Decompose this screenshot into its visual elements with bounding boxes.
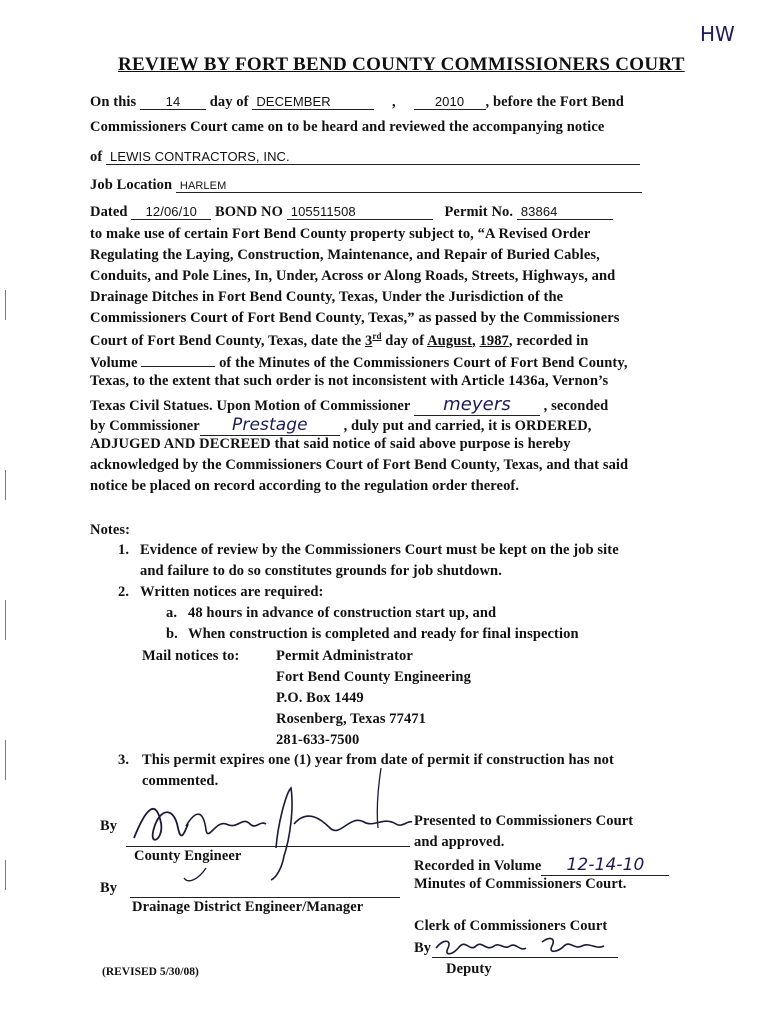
body-line-7 xyxy=(90,352,628,372)
body-line-7-b: of the Minutes of the Commissioners Court of Fort Bend County, xyxy=(219,355,628,371)
seconded-label: , seconded xyxy=(543,398,609,414)
volume-field xyxy=(141,352,215,367)
scan-artifact xyxy=(5,290,6,320)
body-line-3: Conduits, and Pole Lines, In, Under, Across or Along Roads, Streets, Highways, and xyxy=(90,268,616,284)
note-3-number: 3. xyxy=(118,752,130,768)
order-day: 3 xyxy=(365,332,373,349)
scan-artifact xyxy=(5,740,6,780)
presented-line-2: and approved. xyxy=(414,834,505,850)
before-text: , before the Fort Bend xyxy=(485,94,624,110)
permit-label: Permit No. xyxy=(444,204,514,220)
intro-line-1 xyxy=(90,94,624,111)
body-line-5: Commissioners Court of Fort Bend County, Texas,” as passed by the Commissioners xyxy=(90,310,620,326)
recorded-label: Recorded in Volume xyxy=(414,858,542,874)
note-2b-number: b. xyxy=(166,626,178,642)
on-this-label: On this xyxy=(90,94,137,110)
order-year: 1987 xyxy=(479,332,509,349)
body-line-6-d: , recorded in xyxy=(508,332,589,349)
clerk-signature-line xyxy=(432,957,618,958)
county-engineer-label: County Engineer xyxy=(134,848,242,864)
county-engineer-signature xyxy=(126,768,416,888)
clerk-label: Clerk of Commissioners Court xyxy=(414,918,608,934)
note-2b-text: When construction is completed and ready for final inspection xyxy=(188,626,579,642)
body-line-8: Texas, to the extent that such order is not inconsistent with Article 1436a, Vernon’s xyxy=(90,373,609,389)
deputy-label: Deputy xyxy=(446,961,492,977)
order-day-suffix: rd xyxy=(372,331,382,341)
permit-field: 83864 xyxy=(517,204,613,220)
recorded-line xyxy=(414,855,669,876)
year-field: 2010 xyxy=(414,94,486,110)
body-line-4: Drainage Ditches in Fort Bend County, Texas, Under the Jurisdiction of the xyxy=(90,289,564,305)
body-line-6-a: Court of Fort Bend County, Texas, date the xyxy=(90,332,362,349)
second-commissioner-signature: Prestage xyxy=(200,415,340,436)
dated-line xyxy=(90,204,613,221)
body-line-2: Regulating the Laying, Construction, Maintenance, and Repair of Buried Cables, xyxy=(90,247,600,263)
intro-line-2: Commissioners Court came on to be heard and reviewed the accompanying notice xyxy=(90,119,605,135)
order-comma: , xyxy=(472,332,476,349)
note-3-line-2: commented. xyxy=(142,773,219,789)
drainage-engineer-label: Drainage District Engineer/Manager xyxy=(132,899,364,915)
order-month: August xyxy=(427,332,473,349)
note-1-number: 1. xyxy=(118,542,130,558)
bond-field: 105511508 xyxy=(287,204,433,220)
note-3-line-1: This permit expires one (1) year from date of permit if construction has not xyxy=(142,752,614,768)
body-line-11: ADJUGED AND DECREED that said notice of said above purpose is hereby xyxy=(90,436,571,452)
note-2-text: Written notices are required: xyxy=(140,584,324,600)
job-location-field: HARLEM xyxy=(176,180,642,193)
job-location-label: Job Location xyxy=(90,177,173,193)
body-line-9 xyxy=(90,394,608,416)
drainage-signature-line xyxy=(130,897,400,898)
second-commissioner-label: by Commissioner xyxy=(90,418,200,434)
company-field: LEWIS CONTRACTORS, INC. xyxy=(106,149,640,165)
address-line-4: Rosenberg, Texas 77471 xyxy=(276,711,427,727)
presented-line-1: Presented to Commissioners Court xyxy=(414,813,634,829)
intro-line-3 xyxy=(90,149,640,166)
note-1-line-2: and failure to do so constitutes grounds for job shutdown. xyxy=(140,563,502,579)
notes-heading: Notes: xyxy=(90,522,131,538)
motion-commissioner-signature: meyers xyxy=(414,394,540,416)
scan-artifact xyxy=(5,600,6,640)
address-line-1: Permit Administrator xyxy=(276,648,413,664)
document-title: REVIEW BY FORT BEND COUNTY COMMISSIONERS COURT xyxy=(118,54,685,75)
revision-note: (REVISED 5/30/08) xyxy=(102,966,199,978)
scan-artifact xyxy=(5,470,6,500)
day-of-label: day of xyxy=(209,94,249,110)
body-line-6 xyxy=(90,331,588,350)
note-2-number: 2. xyxy=(118,584,130,600)
volume-label: Volume xyxy=(90,355,138,371)
of-label: of xyxy=(90,149,103,165)
bond-label: BOND NO xyxy=(215,204,283,220)
county-engineer-signature-line xyxy=(126,846,410,847)
body-line-13: notice be placed on record according to the regulation order thereof. xyxy=(90,478,520,494)
motion-label: Texas Civil Statues. Upon Motion of Commissioner xyxy=(90,398,411,414)
body-line-1: to make use of certain Fort Bend County property subject to, “A Revised Order xyxy=(90,226,591,242)
minutes-label: Minutes of Commissioners Court. xyxy=(414,876,627,892)
body-line-6-b: day of xyxy=(385,332,425,349)
date-field: 12/06/10 xyxy=(131,204,211,220)
scan-artifact xyxy=(5,860,6,890)
corner-initials: HW xyxy=(700,22,735,46)
comma: , xyxy=(392,94,396,110)
by-label-2: By xyxy=(100,880,118,896)
address-line-3: P.O. Box 1449 xyxy=(276,690,364,706)
recorded-date-handwritten: 12-14-10 xyxy=(541,855,669,876)
by-label-1: By xyxy=(100,818,118,834)
job-location-line xyxy=(90,177,642,194)
body-line-12: acknowledged by the Commissioners Court of Fort Bend County, Texas, and that said xyxy=(90,457,629,473)
month-field: DECEMBER xyxy=(252,94,374,110)
clerk-by-label: By xyxy=(414,940,432,956)
address-phone: 281-633-7500 xyxy=(276,732,360,748)
body-line-10 xyxy=(90,415,592,436)
dated-label: Dated xyxy=(90,204,128,220)
note-2a-number: a. xyxy=(166,605,178,621)
address-line-2: Fort Bend County Engineering xyxy=(276,669,471,685)
note-2a-text: 48 hours in advance of construction start up, and xyxy=(188,605,497,621)
note-1-line-1: Evidence of review by the Commissioners Court must be kept on the job site xyxy=(140,542,619,558)
mail-notices-label: Mail notices to: xyxy=(142,648,240,664)
body-line-10-b: , duly put and carried, it is ORDERED, xyxy=(343,418,592,434)
day-field: 14 xyxy=(140,94,206,110)
